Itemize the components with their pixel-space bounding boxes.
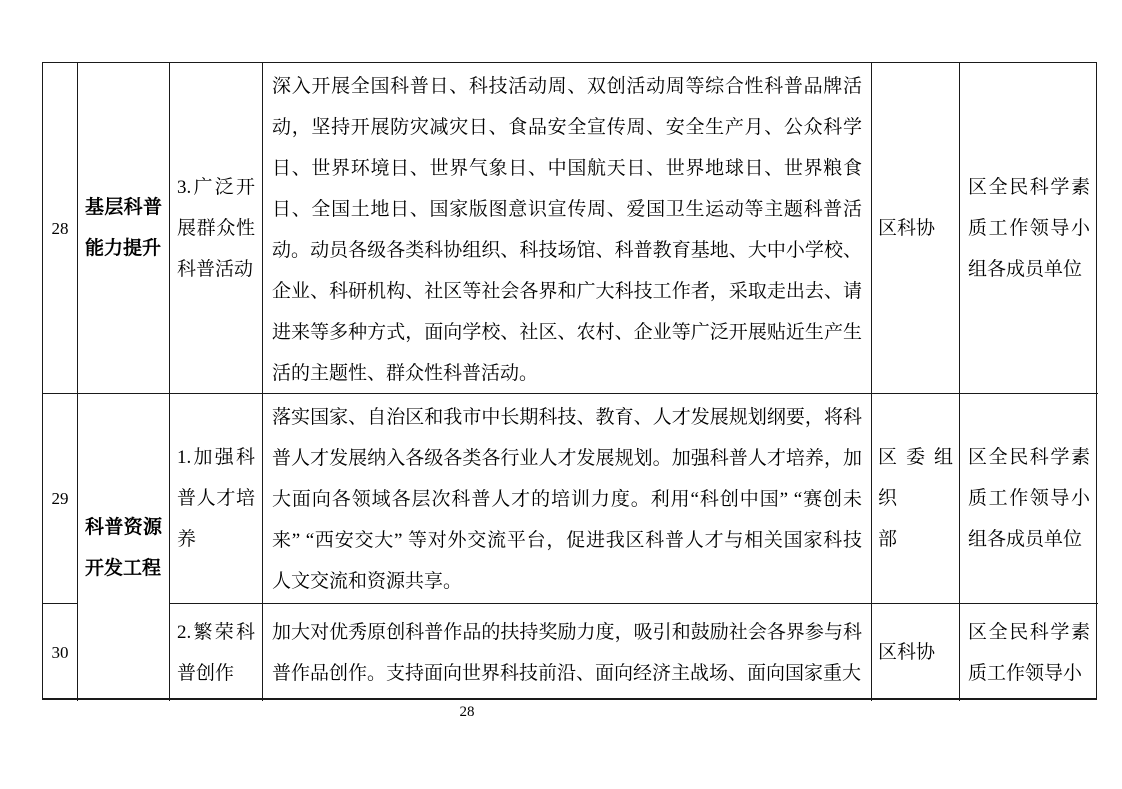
row-29-task-cell [170, 394, 263, 604]
text-line: 普作品创作。支持面向世界科技前沿、面向经济主战场、面向国家重大 [272, 662, 862, 684]
row-29-support-unit-cell [960, 394, 1098, 604]
text-line: 加大对优秀原创科普作品的扶持奖励力度，吸引和鼓励社会各界参与科 [272, 621, 862, 643]
text-line: 组各成员单位 [968, 529, 1083, 550]
text-line: 深入开展全国科普日、科技活动周、双创活动周等综合性科普品牌活 [272, 76, 862, 97]
text-line: 基层科普 [85, 197, 162, 218]
text-line: 能力提升 [85, 238, 162, 259]
text-line: 动。动员各级各类科协组织、科技场馆、科普教育基地、大中小学校、 [272, 240, 862, 261]
row-28-task-cell [170, 63, 263, 394]
row-28-description-cell [263, 63, 872, 394]
row-29-number-cell: 29 [43, 394, 78, 604]
text-line: 部 [878, 529, 898, 550]
text-line: 区全民科学素 [968, 621, 1090, 643]
row-28-support-unit-cell [960, 63, 1098, 394]
row-28-lead-unit-cell [872, 63, 960, 394]
row-28-number-cell: 28 [43, 63, 78, 394]
text-line: 展群众性 [177, 217, 255, 239]
text-line: 1.加强科 [177, 447, 255, 468]
row-30-description-cell [263, 604, 872, 701]
row-28-category-cell [78, 63, 170, 394]
text-line: 区科协 [878, 642, 936, 663]
row-30-support-unit-cell [960, 604, 1098, 701]
text-line: 普人才培 [177, 488, 255, 509]
text-line: 区科协 [878, 217, 936, 239]
text-line: 落实国家、自治区和我市中长期科技、教育、人才发展规划纲要，将科 [272, 407, 862, 428]
text-line: 普创作 [177, 662, 235, 684]
text-line: 组各成员单位 [968, 258, 1083, 280]
text-line: 区全民科学素 [968, 447, 1090, 468]
row-30-task-cell [170, 604, 263, 701]
row-30-lead-unit-cell [872, 604, 960, 701]
text-line: 大面向各领域各层次科普人才的培训力度。利用“科创中国” “赛创未 [272, 489, 862, 510]
text-line: 2.繁荣科 [177, 621, 255, 643]
text-line: 养 [177, 529, 197, 550]
text-line: 进来等多种方式，面向学校、社区、农村、企业等广泛开展贴近生产生 [272, 322, 862, 343]
text-line: 活的主题性、群众性科普活动。 [272, 363, 539, 384]
text-line: 动，坚持开展防灾减灾日、食品安全宣传周、安全生产月、公众科学 [272, 117, 862, 138]
page-number: 28 [459, 704, 475, 720]
rows-29-30-category-cell [78, 394, 170, 701]
text-line: 3.广泛开 [177, 176, 255, 198]
text-line: 日、全国土地日、国家版图意识宣传周、爱国卫生运动等主题科普活 [272, 199, 862, 220]
text-line: 科普资源 [85, 516, 162, 538]
work-plan-table [42, 62, 1097, 700]
text-line: 企业、科研机构、社区等社会各界和广大科技工作者，采取走出去、请 [272, 281, 862, 302]
text-line: 日、世界环境日、世界气象日、中国航天日、世界地球日、世界粮食 [272, 158, 862, 179]
row-29-lead-unit-cell [872, 394, 960, 604]
text-line: 科普活动 [177, 258, 254, 280]
text-line: 区委组织 [878, 447, 953, 509]
row-29-description-cell [263, 394, 872, 604]
row-30-number-cell: 30 [43, 604, 78, 701]
text-line: 质工作领导小 [968, 662, 1083, 684]
text-line: 人文交流和资源共享。 [272, 571, 463, 592]
text-line: 来” “西安交大” 等对外交流平台，促进我区科普人才与相关国家科技 [272, 530, 862, 551]
text-line: 质工作领导小 [968, 217, 1090, 239]
text-line: 质工作领导小 [968, 488, 1090, 509]
text-line: 普人才发展纳入各级各类各行业人才发展规划。加强科普人才培养，加 [272, 448, 862, 469]
text-line: 开发工程 [85, 557, 162, 579]
text-line: 区全民科学素 [968, 176, 1090, 198]
